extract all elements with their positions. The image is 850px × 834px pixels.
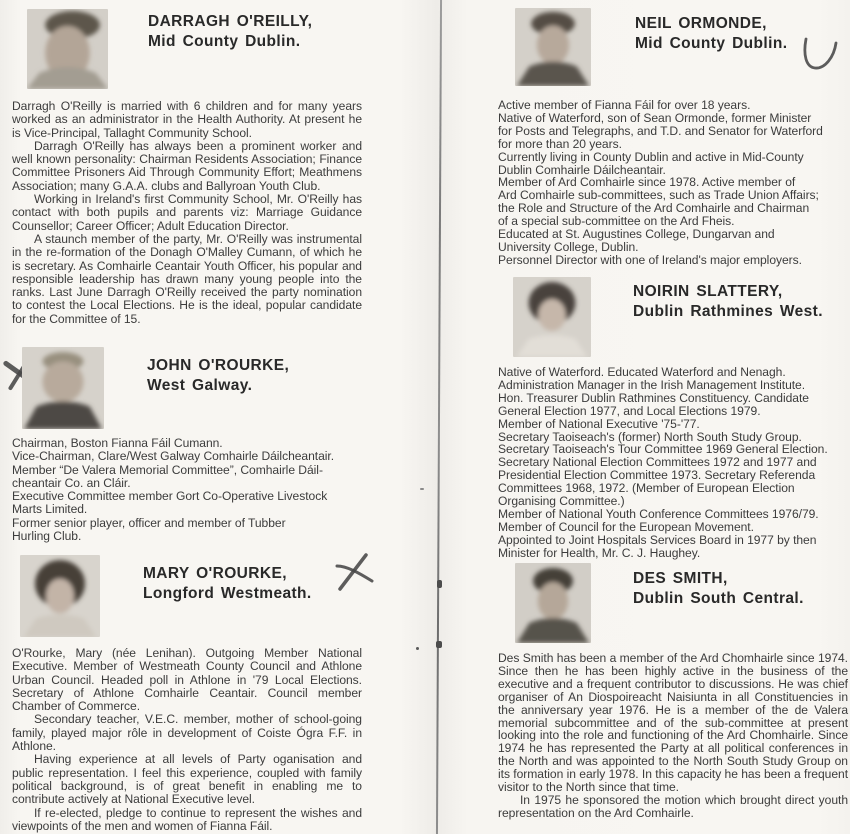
candidate-heading xyxy=(635,14,787,54)
bio-line: Marts Limited. xyxy=(12,502,88,517)
bio-line: Hurling Club. xyxy=(12,529,82,544)
candidate-constituency: Dublin South Central. xyxy=(633,590,804,607)
bio-line: Hon. Treasurer Dublin Rathmines Constituency. Candidate xyxy=(498,390,809,405)
candidate-name: JOHN O'ROURKE, xyxy=(147,357,290,374)
bio-line: Minister for Health, Mr. C. J. Haughey. xyxy=(498,545,701,560)
candidate-constituency: West Galway. xyxy=(147,377,253,394)
bio-line: Active member of Fianna Fáil for over 18 years. xyxy=(498,98,751,112)
portrait-illustration xyxy=(515,563,591,643)
portrait-illustration xyxy=(27,9,108,89)
bio-text-des-smith xyxy=(498,652,848,820)
bio-line: Native of Waterford. Educated Waterford and Nenagh. xyxy=(498,365,786,379)
bio-line: General Election 1977, and Local Elections 1979. xyxy=(498,403,761,418)
candidate-name: NEIL ORMONDE, xyxy=(635,15,767,32)
bio-paragraph: Working in Ireland's first Community School, Mr. O'Reilly has contact with both pupils and parents viz: Marriage Guidance Counsellor; Career Officer; Adult Education Director. xyxy=(12,192,362,233)
candidate-constituency: Dublin Rathmines West. xyxy=(633,303,823,320)
bio-line: Member of Council for the European Movement. xyxy=(498,519,754,534)
portrait-illustration xyxy=(20,555,100,637)
bio-paragraph: If re-elected, pledge to continue to represent the wishes and viewpoints of the men and women of Fianna Fáil. xyxy=(12,805,362,833)
bio-line: Currently living in County Dublin and active in Mid-County xyxy=(498,149,804,164)
bio-line: for more than 20 years. xyxy=(498,136,622,151)
bio-line: Member of Ard Comhairle since 1978. Active member of xyxy=(498,175,796,190)
candidate-heading xyxy=(633,569,804,609)
bio-line: Appointed to Joint Hospitals Services Board in 1977 by then xyxy=(498,532,817,547)
portrait-illustration xyxy=(513,277,591,357)
bio-line: Educated at St. Augustines College, Dungarvan and xyxy=(498,227,775,242)
bio-text-mary-orourke xyxy=(12,647,362,833)
portrait-illustration xyxy=(515,8,591,86)
bio-line: Member “De Valera Memorial Committee”, Comhairle Dáil- xyxy=(12,462,323,477)
bio-line: cheantair Co. an Cláir. xyxy=(12,475,131,490)
bio-line: Member of National Executive '75-'77. xyxy=(498,416,700,431)
bio-line: University College, Dublin. xyxy=(498,239,639,254)
bio-line: Secretary National Election Committees 1972 and 1977 and xyxy=(498,455,817,470)
bio-text-john-orourke xyxy=(12,437,364,543)
portrait-illustration xyxy=(22,347,104,429)
bio-paragraph: Darragh O'Reilly has always been a prominent worker and well known personality: Chairman Residents Association; Finance Committee Prisoners Aid Through Community Effort; Meathmens Association; many G.A.A. clubs and Ballyroan Youth Club. xyxy=(12,138,362,193)
bio-line: Dublin Comhairle Dáilcheantair. xyxy=(498,162,666,177)
bio-text-darragh-oreilly xyxy=(12,100,362,326)
stray-dot xyxy=(420,488,424,490)
bio-paragraph: Having experience at all levels of Party oganisation and public representation. I feel this experience, coupled with family political background, is of great benefit in enabling me to contribute actively at National Executive level. xyxy=(12,752,362,807)
bio-line: Former senior player, officer and member of Tubber xyxy=(12,515,286,530)
bio-line: Organising Committee.) xyxy=(498,494,625,509)
candidate-constituency: Mid County Dublin. xyxy=(635,35,788,52)
spine-ink-blot xyxy=(437,580,442,588)
bio-line: Ard Comhairle sub-committees, such as Trade Union Affairs; xyxy=(498,188,819,203)
bio-paragraph: Des Smith has been a member of the Ard Chomhairle since 1974. Since then he has been highly active in the business of the executive and a frequent contributor to discussions. He was chief organiser of An Diospoireacht Naisiunta in all Constituencies in the anniversary year 1976. He is a member of the de Valera memorial subcommittee and of the sub-committee at present looking into the role and functioning of the Ard Chomhairle. Since 1974 he has represented the Party at all political conferences in the North and was appointed to the North South Study Group on its formation in early 1978. In this capacity he has been a frequent visitor to the North since that time. xyxy=(498,651,848,795)
candidate-heading xyxy=(633,282,823,322)
bio-line: Administration Manager in the Irish Management Institute. xyxy=(498,377,806,392)
bio-line: for Posts and Telegraphs, and T.D. and Senator for Waterford xyxy=(498,123,823,138)
photo-noirin-slattery xyxy=(513,277,591,357)
photo-john-orourke xyxy=(22,347,104,429)
bio-paragraph: A staunch member of the party, Mr. O'Reilly was instrumental in the re-formation of the Donagh O'Malley Cumann, of which he is secretary. As Comhairle Ceantair Youth Officer, his popular and responsible leadership has drawn many young people into the ranks. Last June Darragh O'Reilly received the party nomination to contest the Local Elections. He is the ideal, popular candidate for the Committee of 15. xyxy=(12,231,362,326)
candidate-name: NOIRIN SLATTERY, xyxy=(633,283,783,300)
candidate-constituency: Mid County Dublin. xyxy=(148,33,301,50)
bio-text-neil-ormonde xyxy=(498,99,848,267)
candidate-heading xyxy=(147,356,289,396)
candidate-name: MARY O'ROURKE, xyxy=(143,565,287,582)
photo-des-smith xyxy=(515,563,591,643)
bio-line: Native of Waterford, son of Sean Ormonde, former Minister xyxy=(498,110,812,125)
bio-line: Chairman, Boston Fianna Fáil Cumann. xyxy=(12,436,223,450)
check-mark-neil-ormonde-icon xyxy=(798,33,840,77)
bio-paragraph: In 1975 he sponsored the motion which brought direct youth representation on the Ard Comhairle. xyxy=(498,792,848,820)
page-fold-line xyxy=(436,0,442,834)
bio-paragraph: Darragh O'Reilly is married with 6 children and for many years worked as an administrator in the Health Authority. At present he is Vice-Principal, Tallaght Community School. xyxy=(12,99,362,140)
bio-paragraph: Secondary teacher, V.E.C. member, mother of school-going family, played major rôle in development of Coiste Ógra F.F. in Athlone. xyxy=(12,712,362,754)
photo-neil-ormonde xyxy=(515,8,591,86)
candidate-name: DARRAGH O'REILLY, xyxy=(148,13,313,30)
bio-line: Member of National Youth Conference Committees 1976/79. xyxy=(498,506,819,521)
photo-darragh-oreilly xyxy=(27,9,108,89)
photo-mary-orourke xyxy=(20,555,100,637)
bio-text-noirin-slattery xyxy=(498,366,848,560)
stray-dot xyxy=(416,647,419,650)
candidate-name: DES SMITH, xyxy=(633,570,728,587)
bio-paragraph: O'Rourke, Mary (née Lenihan). Outgoing Member National Executive. Member of Westmeath County Council and Athlone Urban Council. Headed poll in Athlone in '79 Local Elections. Secretary of Athlone Comhairle Ceantair. Council member Chamber of Commerce. xyxy=(12,646,362,714)
bio-line: Personnel Director with one of Ireland's major employers. xyxy=(498,252,802,267)
bio-line: Secretary Taoiseach's (former) North South Study Group. xyxy=(498,429,802,444)
bio-line: Vice-Chairman, Clare/West Galway Comhairle Dáilcheantair. xyxy=(12,449,335,464)
bio-line: Presidential Election Committee 1973. Secretary Referenda xyxy=(498,468,816,483)
candidate-heading xyxy=(143,564,312,604)
bio-line: of a special sub-committee on the Ard Fheis. xyxy=(498,214,735,229)
bio-line: Executive Committee member Gort Co-Operative Livestock xyxy=(12,489,328,504)
bio-line: Committees 1968, 1972. (Member of European Election xyxy=(498,481,795,496)
bio-line: the Role and Structure of the Ard Comhairle and Chairman xyxy=(498,201,810,216)
candidate-constituency: Longford Westmeath. xyxy=(143,585,312,602)
bio-line: Secretary Taoiseach's Tour Committee 1969 General Election. xyxy=(498,442,828,457)
candidate-heading xyxy=(148,12,312,52)
spine-ink-blot xyxy=(436,641,442,648)
x-mark-mary-orourke-icon xyxy=(328,549,378,593)
